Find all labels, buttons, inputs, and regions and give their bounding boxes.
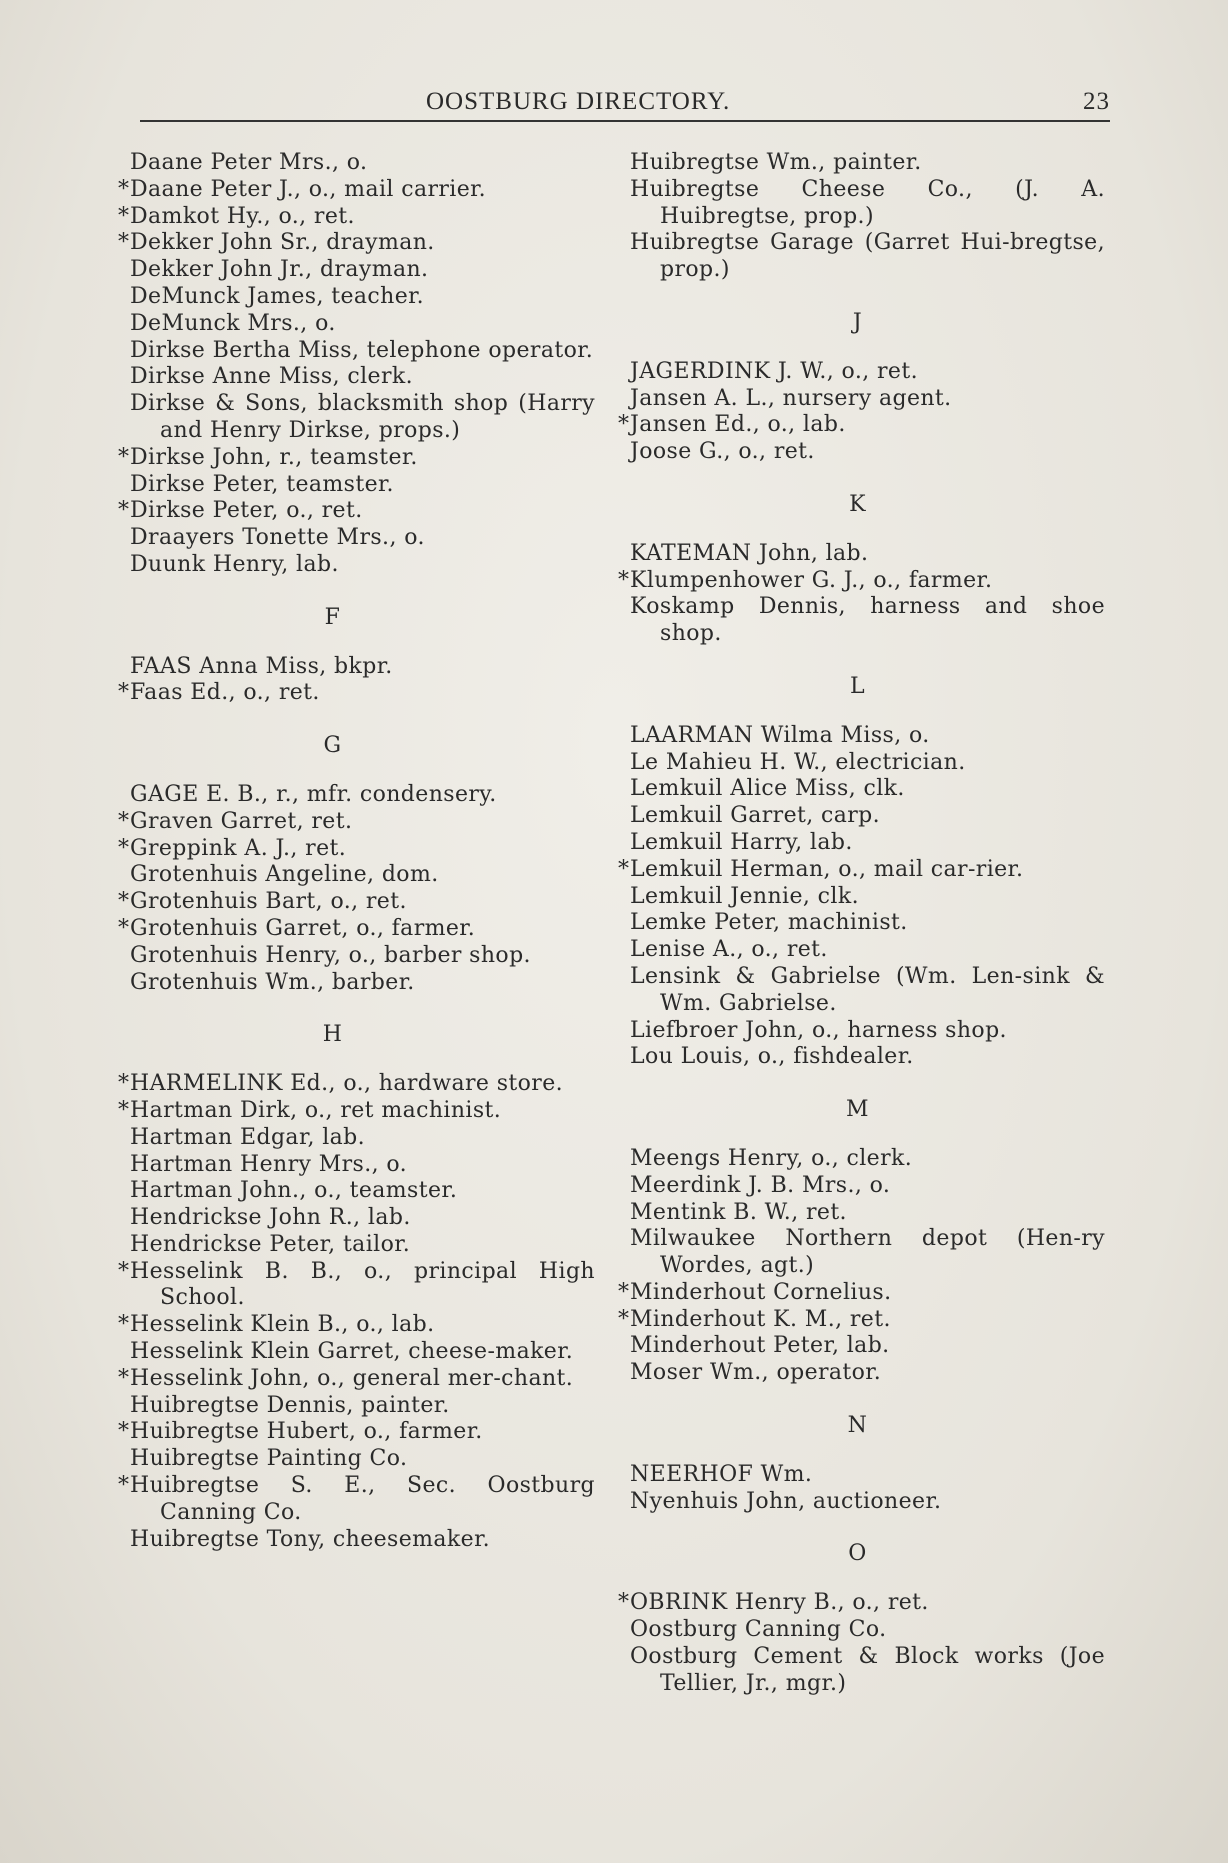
- entry-text: DeMunck Mrs., o.: [130, 310, 336, 336]
- directory-entry: [130, 943, 595, 970]
- directory-entry: [118, 203, 595, 231]
- entry-text: Daane Peter J., o., mail carrier.: [130, 176, 487, 202]
- entry-text: Joose G., o., ret.: [630, 439, 815, 465]
- directory-entry: [630, 1173, 1105, 1200]
- owner-marker: *: [118, 444, 130, 470]
- directory-entry: [630, 594, 1105, 648]
- entry-text: Minderhout K. M., ret.: [630, 1306, 891, 1332]
- entry-text: Dekker John Sr., drayman.: [130, 230, 435, 256]
- directory-entry: [118, 1258, 595, 1313]
- directory-entry: [630, 1644, 1105, 1698]
- directory-entry: [118, 1097, 595, 1125]
- directory-entry: [130, 391, 595, 445]
- directory-entry: [130, 1178, 595, 1205]
- entry-text: Liefbroer John, o., harness shop.: [630, 1017, 1007, 1043]
- section-heading: F: [324, 604, 341, 630]
- directory-entry: [118, 915, 595, 943]
- entry-text: Huibregtse Hubert, o., farmer.: [130, 1419, 483, 1445]
- entry-text: Hartman Henry Mrs., o.: [130, 1151, 408, 1177]
- owner-marker: *: [118, 835, 130, 861]
- directory-entry: [130, 1125, 595, 1152]
- entry-text: DeMunck James, teacher.: [130, 283, 425, 309]
- directory-entry: [130, 1527, 595, 1554]
- entry-text: Lou Louis, o., fishdealer.: [630, 1044, 914, 1070]
- directory-entry: [130, 364, 595, 391]
- section-heading: M: [846, 1097, 869, 1123]
- entry-text: Hendrickse John R., lab.: [130, 1205, 411, 1231]
- entry-text: Dirkse Peter, teamster.: [130, 471, 394, 497]
- directory-entry: [118, 444, 595, 472]
- entry-text: Lemkuil Jennie, clk.: [630, 883, 859, 909]
- directory-entry: [630, 1146, 1105, 1173]
- section-heading: O: [848, 1541, 867, 1567]
- directory-entry: [618, 567, 1105, 595]
- owner-marker: *: [118, 1097, 130, 1123]
- entry-text: Hartman Dirk, o., ret machinist.: [130, 1097, 502, 1123]
- directory-entry: [130, 257, 595, 284]
- entry-text: FAAS Anna Miss, bkpr.: [130, 653, 393, 679]
- entry-text: Huibregtse Garage (Garret Hui-bregtse, prop.): [630, 230, 1105, 283]
- owner-marker: *: [118, 1419, 130, 1445]
- directory-entry: [130, 782, 595, 809]
- directory-entry: [630, 1333, 1105, 1360]
- directory-entry: [630, 723, 1105, 750]
- directory-entry: [130, 552, 595, 579]
- directory-entry: [118, 680, 595, 707]
- section-heading: H: [322, 1022, 343, 1048]
- entry-text: Hesselink B. B., o., principal High School.: [130, 1258, 595, 1311]
- directory-entry: [630, 1617, 1105, 1644]
- entry-text: Minderhout Peter, lab.: [630, 1333, 890, 1359]
- entry-text: Grotenhuis Angeline, dom.: [130, 862, 439, 888]
- directory-entry: [130, 311, 595, 338]
- directory-entry: [630, 1200, 1105, 1227]
- directory-entry: [630, 830, 1105, 857]
- directory-entry: [630, 230, 1105, 284]
- entry-text: Grotenhuis Garret, o., farmer.: [130, 915, 476, 941]
- running-head: [140, 88, 1110, 122]
- owner-marker: *: [118, 1473, 130, 1499]
- directory-entry: [630, 541, 1105, 568]
- entry-text: Le Mahieu H. W., electrician.: [630, 749, 966, 775]
- entry-text: Minderhout Cornelius.: [630, 1279, 892, 1305]
- directory-entry: [130, 338, 595, 365]
- directory-entry: [630, 884, 1105, 911]
- section-heading: N: [847, 1413, 868, 1439]
- directory-entry: [630, 776, 1105, 803]
- directory-entry: [630, 937, 1105, 964]
- directory-entry: [118, 230, 595, 257]
- entry-text: Lemkuil Garret, carp.: [630, 803, 881, 829]
- entry-text: Duunk Henry, lab.: [130, 551, 339, 577]
- directory-entry: [630, 1360, 1105, 1387]
- entry-text: Graven Garret, ret.: [130, 808, 353, 834]
- directory-entry: [130, 1446, 595, 1473]
- directory-entry: [630, 1018, 1105, 1045]
- entry-text: Greppink A. J., ret.: [130, 835, 347, 861]
- owner-marker: *: [118, 1071, 130, 1097]
- entry-text: Jansen A. L., nursery agent.: [630, 385, 952, 411]
- entry-text: Hesselink Klein B., o., lab.: [130, 1312, 435, 1338]
- directory-entry: [118, 808, 595, 836]
- entry-text: Meengs Henry, o., clerk.: [630, 1145, 913, 1171]
- directory-entry: [130, 1339, 595, 1366]
- entry-text: Dirkse & Sons, blacksmith shop (Harry and Henry Dirkse, props.): [130, 391, 595, 443]
- entry-text: Lemkuil Alice Miss, clk.: [630, 776, 905, 802]
- directory-entry: [630, 439, 1105, 466]
- entry-text: Oostburg Cement & Block works (Joe Tellier, Jr., mgr.): [630, 1643, 1105, 1696]
- owner-marker: *: [118, 1312, 130, 1338]
- owner-marker: *: [618, 1279, 630, 1305]
- directory-entry: [118, 889, 595, 916]
- entry-text: Lensink & Gabrielse (Wm. Len-sink & Wm. Gabrielse.: [630, 963, 1105, 1016]
- entry-text: Faas Ed., o., ret.: [130, 680, 320, 706]
- entry-text: Daane Peter Mrs., o.: [130, 150, 368, 175]
- directory-entry: [618, 1279, 1105, 1307]
- entry-text: Grotenhuis Henry, o., barber shop.: [130, 942, 531, 968]
- directory-entry: [130, 862, 595, 889]
- owner-marker: *: [618, 412, 630, 438]
- directory-entry: [630, 1226, 1105, 1280]
- entry-text: Huibregtse Tony, cheesemaker.: [130, 1526, 490, 1552]
- directory-entry: [630, 1462, 1105, 1489]
- entry-text: Mentink B. W., ret.: [630, 1199, 847, 1225]
- directory-entry: [630, 910, 1105, 937]
- entry-text: Dirkse Peter, o., ret.: [130, 498, 363, 524]
- owner-marker: *: [618, 567, 630, 593]
- directory-entry: [130, 654, 595, 681]
- entry-text: Grotenhuis Bart, o., ret.: [130, 889, 407, 915]
- owner-marker: *: [118, 176, 130, 202]
- page-number: 23: [1083, 88, 1110, 115]
- entry-text: Koskamp Dennis, harness and shoe shop.: [630, 594, 1105, 647]
- directory-entry: [118, 1071, 595, 1098]
- directory-entry: [130, 1232, 595, 1259]
- directory-entry: [118, 498, 595, 525]
- entry-text: Milwaukee Northern depot (Hen-ry Wordes, agt.): [630, 1226, 1105, 1279]
- entry-text: Huibregtse S. E., Sec. Oostburg Canning Co.: [130, 1473, 595, 1525]
- owner-marker: *: [618, 1590, 630, 1616]
- directory-entry: [618, 412, 1105, 439]
- entry-text: Huibregtse Wm., painter.: [630, 150, 922, 175]
- owner-marker: *: [618, 1306, 630, 1332]
- directory-entry: [118, 835, 595, 863]
- entry-text: Nyenhuis John, auctioneer.: [630, 1488, 942, 1514]
- right-column: [618, 150, 1105, 1697]
- directory-entry: [118, 1419, 595, 1446]
- directory-entry: [130, 1152, 595, 1179]
- owner-marker: *: [118, 1365, 130, 1391]
- directory-entry: [630, 750, 1105, 777]
- owner-marker: *: [118, 203, 130, 229]
- entry-text: Hendrickse Peter, tailor.: [130, 1231, 411, 1257]
- entry-text: Moser Wm., operator.: [630, 1360, 882, 1386]
- entry-text: Huibregtse Dennis, painter.: [130, 1392, 450, 1418]
- entry-text: Huibregtse Cheese Co., (J. A. Huibregtse, prop.): [630, 176, 1105, 229]
- directory-entry: [630, 386, 1105, 413]
- owner-marker: *: [118, 498, 130, 524]
- directory-entry: [630, 803, 1105, 830]
- directory-entry: [630, 1489, 1105, 1516]
- section-heading: L: [849, 673, 865, 699]
- directory-entry: [630, 964, 1105, 1018]
- section-heading: J: [852, 309, 863, 335]
- directory-entry: [130, 150, 595, 177]
- entry-text: Damkot Hy., o., ret.: [130, 203, 355, 229]
- directory-entry: [130, 284, 595, 311]
- directory-entry: [130, 525, 595, 552]
- entry-text: Hartman Edgar, lab.: [130, 1124, 366, 1150]
- entry-text: Lemkuil Herman, o., mail car-rier.: [630, 856, 1024, 882]
- entry-text: KATEMAN John, lab.: [630, 540, 869, 566]
- entry-text: Dirkse John, r., teamster.: [130, 444, 418, 470]
- owner-marker: *: [618, 856, 630, 882]
- entry-text: HARMELINK Ed., o., hardware store.: [130, 1071, 564, 1097]
- entry-text: GAGE E. B., r., mfr. condensery.: [130, 781, 497, 807]
- entry-text: Oostburg Canning Co.: [630, 1617, 887, 1643]
- entry-text: JAGERDINK J. W., o., ret.: [630, 358, 918, 384]
- entry-text: Jansen Ed., o., lab.: [630, 412, 846, 438]
- directory-entry: [130, 1205, 595, 1232]
- entry-text: Lenise A., o., ret.: [630, 937, 828, 963]
- owner-marker: *: [118, 230, 130, 256]
- entry-text: Hartman John., o., teamster.: [130, 1178, 458, 1204]
- entry-text: NEERHOF Wm.: [630, 1461, 813, 1487]
- directory-entry: [630, 150, 1105, 177]
- owner-marker: *: [118, 1258, 130, 1284]
- directory-entry: [118, 1365, 595, 1393]
- directory-entry: [618, 1590, 1105, 1617]
- entry-text: Hesselink John, o., general mer-chant.: [130, 1365, 574, 1391]
- directory-entry: [130, 1393, 595, 1420]
- directory-entry: [118, 1312, 595, 1339]
- directory-entry: [618, 1306, 1105, 1334]
- directory-entry: [618, 856, 1105, 884]
- entry-text: Hesselink Klein Garret, cheese-maker.: [130, 1339, 574, 1365]
- entry-text: Meerdink J. B. Mrs., o.: [630, 1172, 891, 1198]
- entry-text: Draayers Tonette Mrs., o.: [130, 525, 425, 551]
- entry-text: LAARMAN Wilma Miss, o.: [630, 722, 930, 748]
- section-heading: K: [849, 491, 866, 517]
- directory-entry: [130, 472, 595, 499]
- directory-entry: [630, 359, 1105, 386]
- section-heading: G: [323, 733, 342, 759]
- entry-text: Dirkse Anne Miss, clerk.: [130, 364, 414, 390]
- entry-text: Grotenhuis Wm., barber.: [130, 969, 415, 995]
- entry-text: Dirkse Bertha Miss, telephone operator.: [130, 337, 594, 363]
- owner-marker: *: [118, 915, 130, 941]
- entry-text: Dekker John Jr., drayman.: [130, 257, 429, 283]
- entry-text: OBRINK Henry B., o., ret.: [630, 1590, 929, 1616]
- directory-entry: [630, 177, 1105, 231]
- left-column: [118, 150, 595, 1553]
- entry-text: Klumpenhower G. J., o., farmer.: [630, 567, 993, 593]
- directory-entry: [118, 176, 595, 204]
- directory-entry: [630, 1044, 1105, 1071]
- entry-text: Lemkuil Harry, lab.: [630, 829, 853, 855]
- directory-entry: [130, 970, 595, 997]
- directory-entry: [118, 1473, 595, 1527]
- entry-text: Lemke Peter, machinist.: [630, 910, 908, 936]
- owner-marker: *: [118, 680, 130, 706]
- owner-marker: *: [118, 808, 130, 834]
- owner-marker: *: [118, 889, 130, 915]
- page-title: OOSTBURG DIRECTORY.: [426, 88, 731, 115]
- entry-text: Huibregtse Painting Co.: [130, 1446, 408, 1472]
